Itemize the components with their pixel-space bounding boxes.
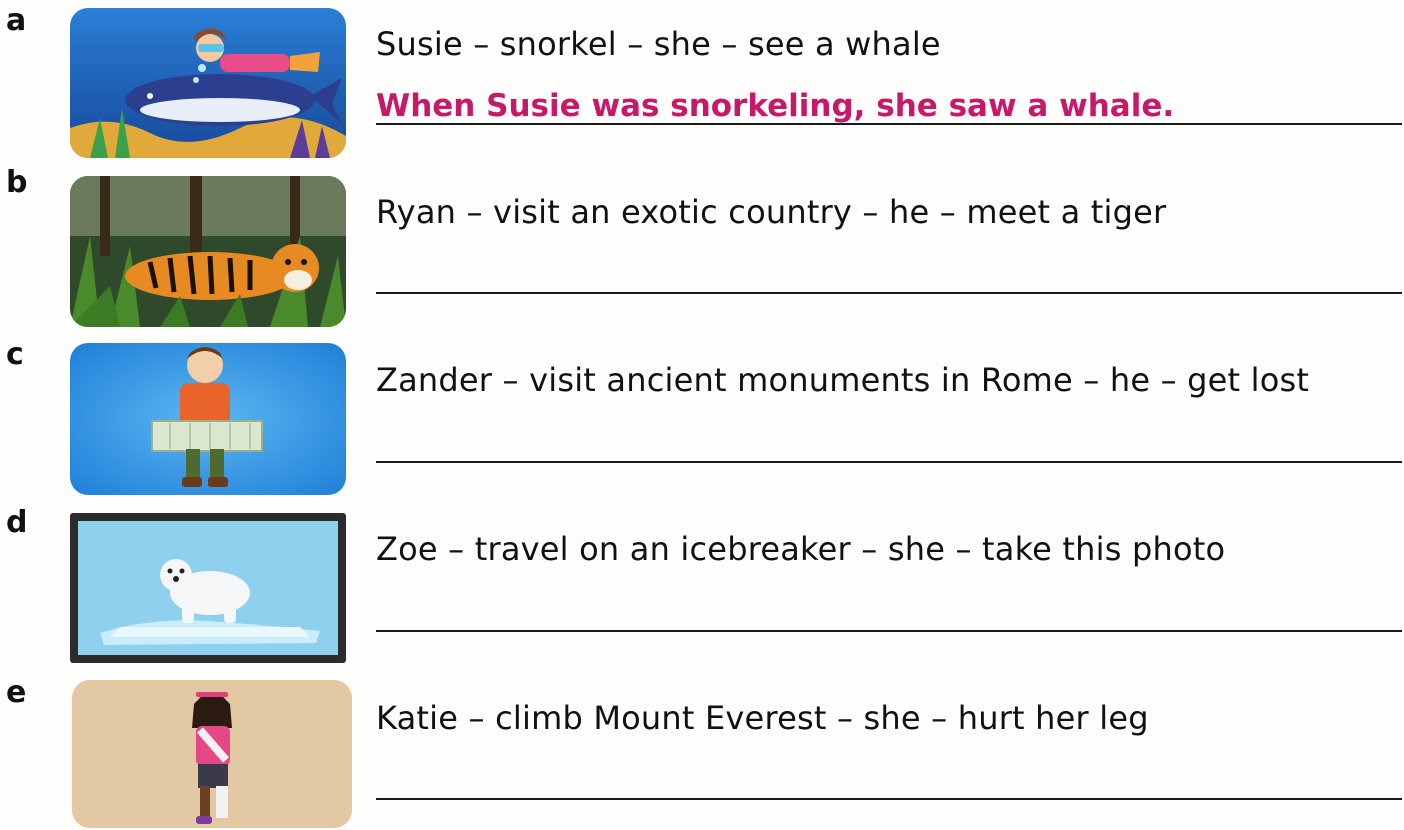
girl-with-sling-image	[72, 680, 352, 828]
answer-line[interactable]	[376, 630, 1402, 632]
answer-line[interactable]	[376, 123, 1402, 125]
tiger-jungle-image	[70, 176, 346, 327]
item-letter: b	[6, 165, 28, 200]
polar-bear-photo-image	[70, 513, 346, 663]
item-prompt: Ryan – visit an exotic country – he – meet a tiger	[376, 193, 1167, 231]
item-letter: a	[6, 3, 27, 38]
item-prompt: Zoe – travel on an icebreaker – she – take this photo	[376, 530, 1226, 568]
item-letter: c	[6, 337, 24, 372]
snorkeler-whale-image	[70, 8, 346, 158]
item-letter: e	[6, 675, 27, 710]
answer-line[interactable]	[376, 798, 1402, 800]
answer-line[interactable]	[376, 292, 1402, 294]
item-prompt: Katie – climb Mount Everest – she – hurt her leg	[376, 699, 1149, 737]
answer-text: When Susie was snorkeling, she saw a whale.	[376, 88, 1175, 124]
item-letter: d	[6, 505, 28, 540]
item-prompt: Susie – snorkel – she – see a whale	[376, 25, 941, 63]
item-prompt: Zander – visit ancient monuments in Rome – he – get lost	[376, 361, 1310, 399]
boy-with-map-image	[70, 343, 346, 495]
answer-line[interactable]	[376, 461, 1402, 463]
